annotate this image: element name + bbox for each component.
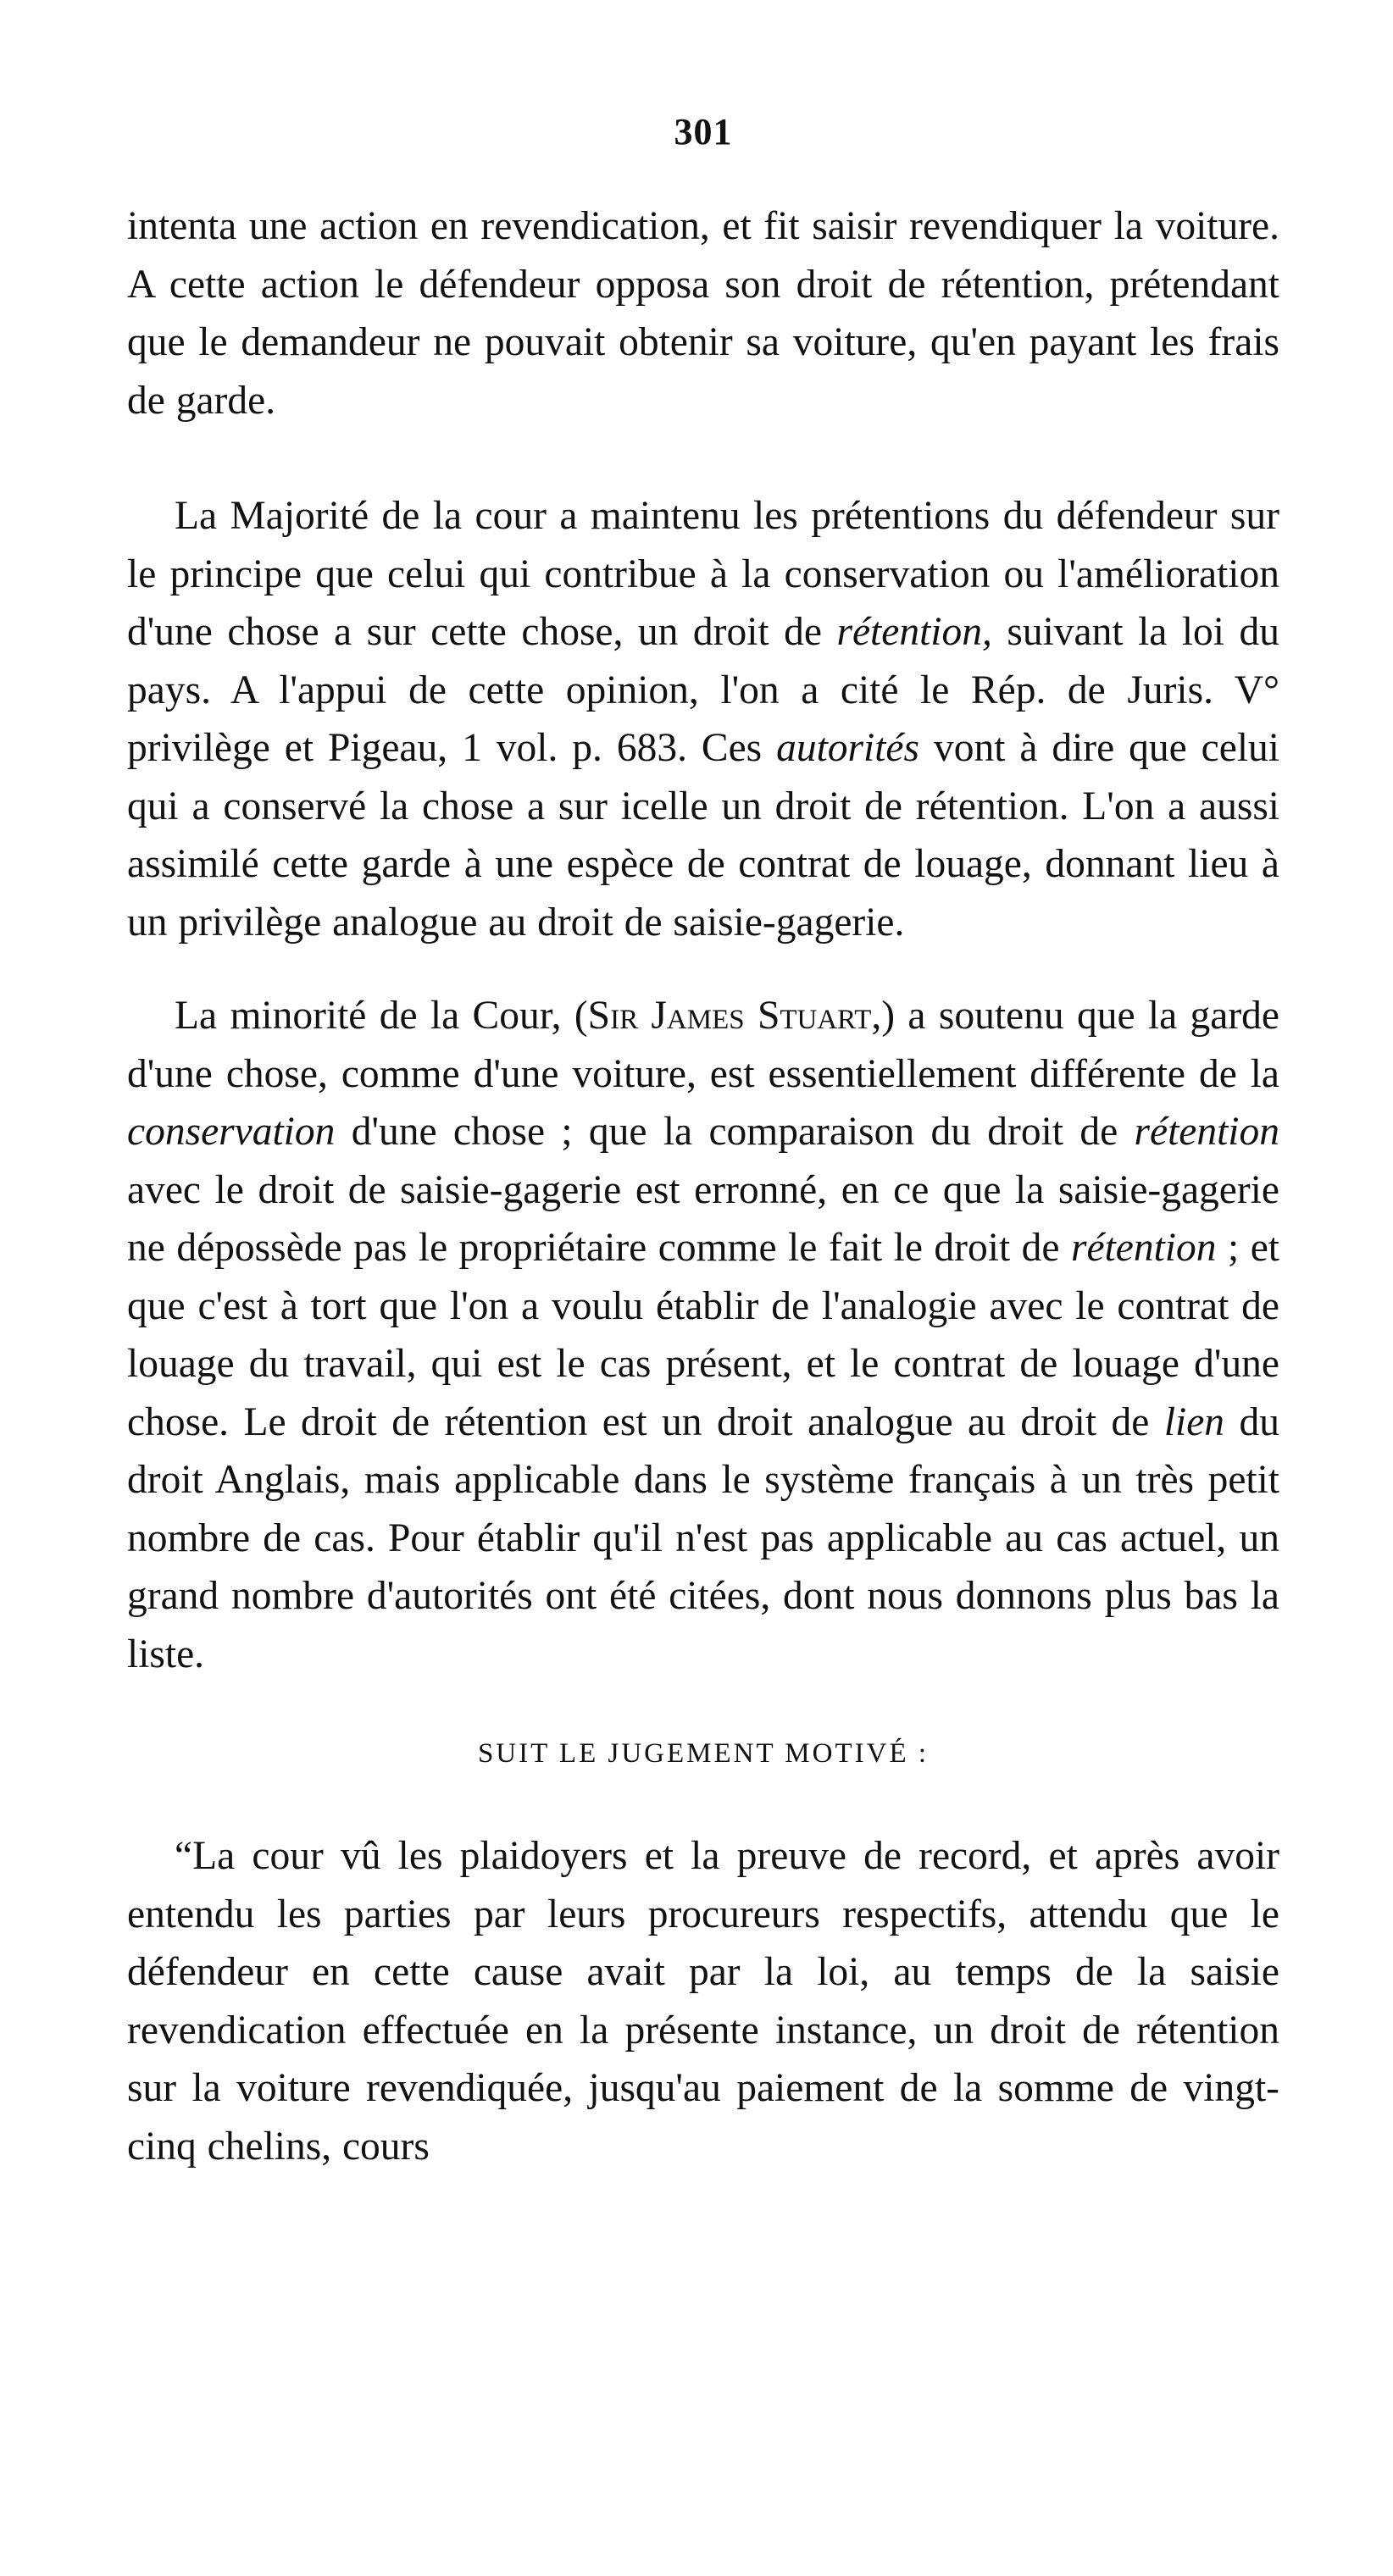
- page-number: 301: [674, 111, 733, 152]
- text-run: d'une chose ; que la comparaison du droit de: [335, 1110, 1135, 1154]
- paragraph-minority-opinion: [127, 987, 1279, 1683]
- paragraph-continued: intenta une action en revendication, et fit saisir revendiquer la voiture. A cette action le défendeur opposa son droit de rétention, prétendant que le demandeur ne pouvait obtenir sa voiture, qu'en payant les frais de garde.: [127, 204, 1279, 423]
- italic-term-lien: lien: [1163, 1399, 1225, 1444]
- italic-term-retention: rétention: [1071, 1226, 1217, 1270]
- text-run: ; et que c'est à tort que l'on a voulu établir de l'analogie avec le contrat de louage du travail, qui est le cas présent, et le contrat de louage d'une chose. Le droit de rétention est un droit analogue au droit de: [127, 1226, 1279, 1444]
- paragraph-majority-opinion: [127, 487, 1279, 951]
- text-run: La minorité de la Cour, (: [175, 994, 588, 1038]
- italic-term-retention: rétention,: [836, 610, 992, 654]
- text-run: La Majorité de la cour a maintenu les prétentions du défendeur sur le principe que celui qui contribue à la conservation ou l'amélioration d'une chose a sur cette chose, un droit de: [127, 494, 1279, 654]
- judge-name: Sir James Stuart,: [587, 994, 882, 1038]
- text-run: ) a soutenu que la garde d'une chose, comme d'une voiture, est essentiellement différente de la: [127, 994, 1279, 1096]
- book-page: [127, 110, 1279, 2175]
- paragraph-judgment: “La cour vû les plaidoyers et la preuve de record, et après avoir entendu les parties par leurs procureurs respectifs, attendu que le défendeur en cette cause avait par la loi, au temps de la saisie revendication effectuée en la présente instance, un droit de rétention sur la voiture revendiquée, jusqu'au paiement de la somme de vingt-cinq chelins, cours: [127, 1834, 1279, 2169]
- italic-term-autorites: autorités: [776, 726, 920, 770]
- text-run: vont à dire que celui qui a conservé la chose a sur icelle un droit de rétention. L'on a aussi assimilé cette garde à une espèce de contrat de louage, donnant lieu à un privilège analogue au droit de saisie-gagerie.: [127, 726, 1279, 945]
- text-run: suivant la loi du pays. A l'appui de cette opinion, l'on a cité le Rép. de Juris. V° privilège et Pigeau, 1 vol. p. 683. Ces: [127, 610, 1280, 770]
- section-heading: SUIT LE JUGEMENT MOTIVÉ :: [477, 1738, 930, 1769]
- text-run: avec le droit de saisie-gagerie est erronné, en ce que la saisie-gagerie ne dépossède pas le propriétaire comme le fait le droit de: [127, 1167, 1279, 1270]
- italic-term-retention: rétention: [1134, 1110, 1279, 1154]
- text-run: du droit Anglais, mais applicable dans le système français à un très petit nombre de cas. Pour établir qu'il n'est pas applicable au cas actuel, un grand nombre d'autorités ont été citées, dont nous donnons plus bas la liste.: [127, 1399, 1280, 1676]
- italic-term-conservation: conservation: [127, 1110, 336, 1154]
